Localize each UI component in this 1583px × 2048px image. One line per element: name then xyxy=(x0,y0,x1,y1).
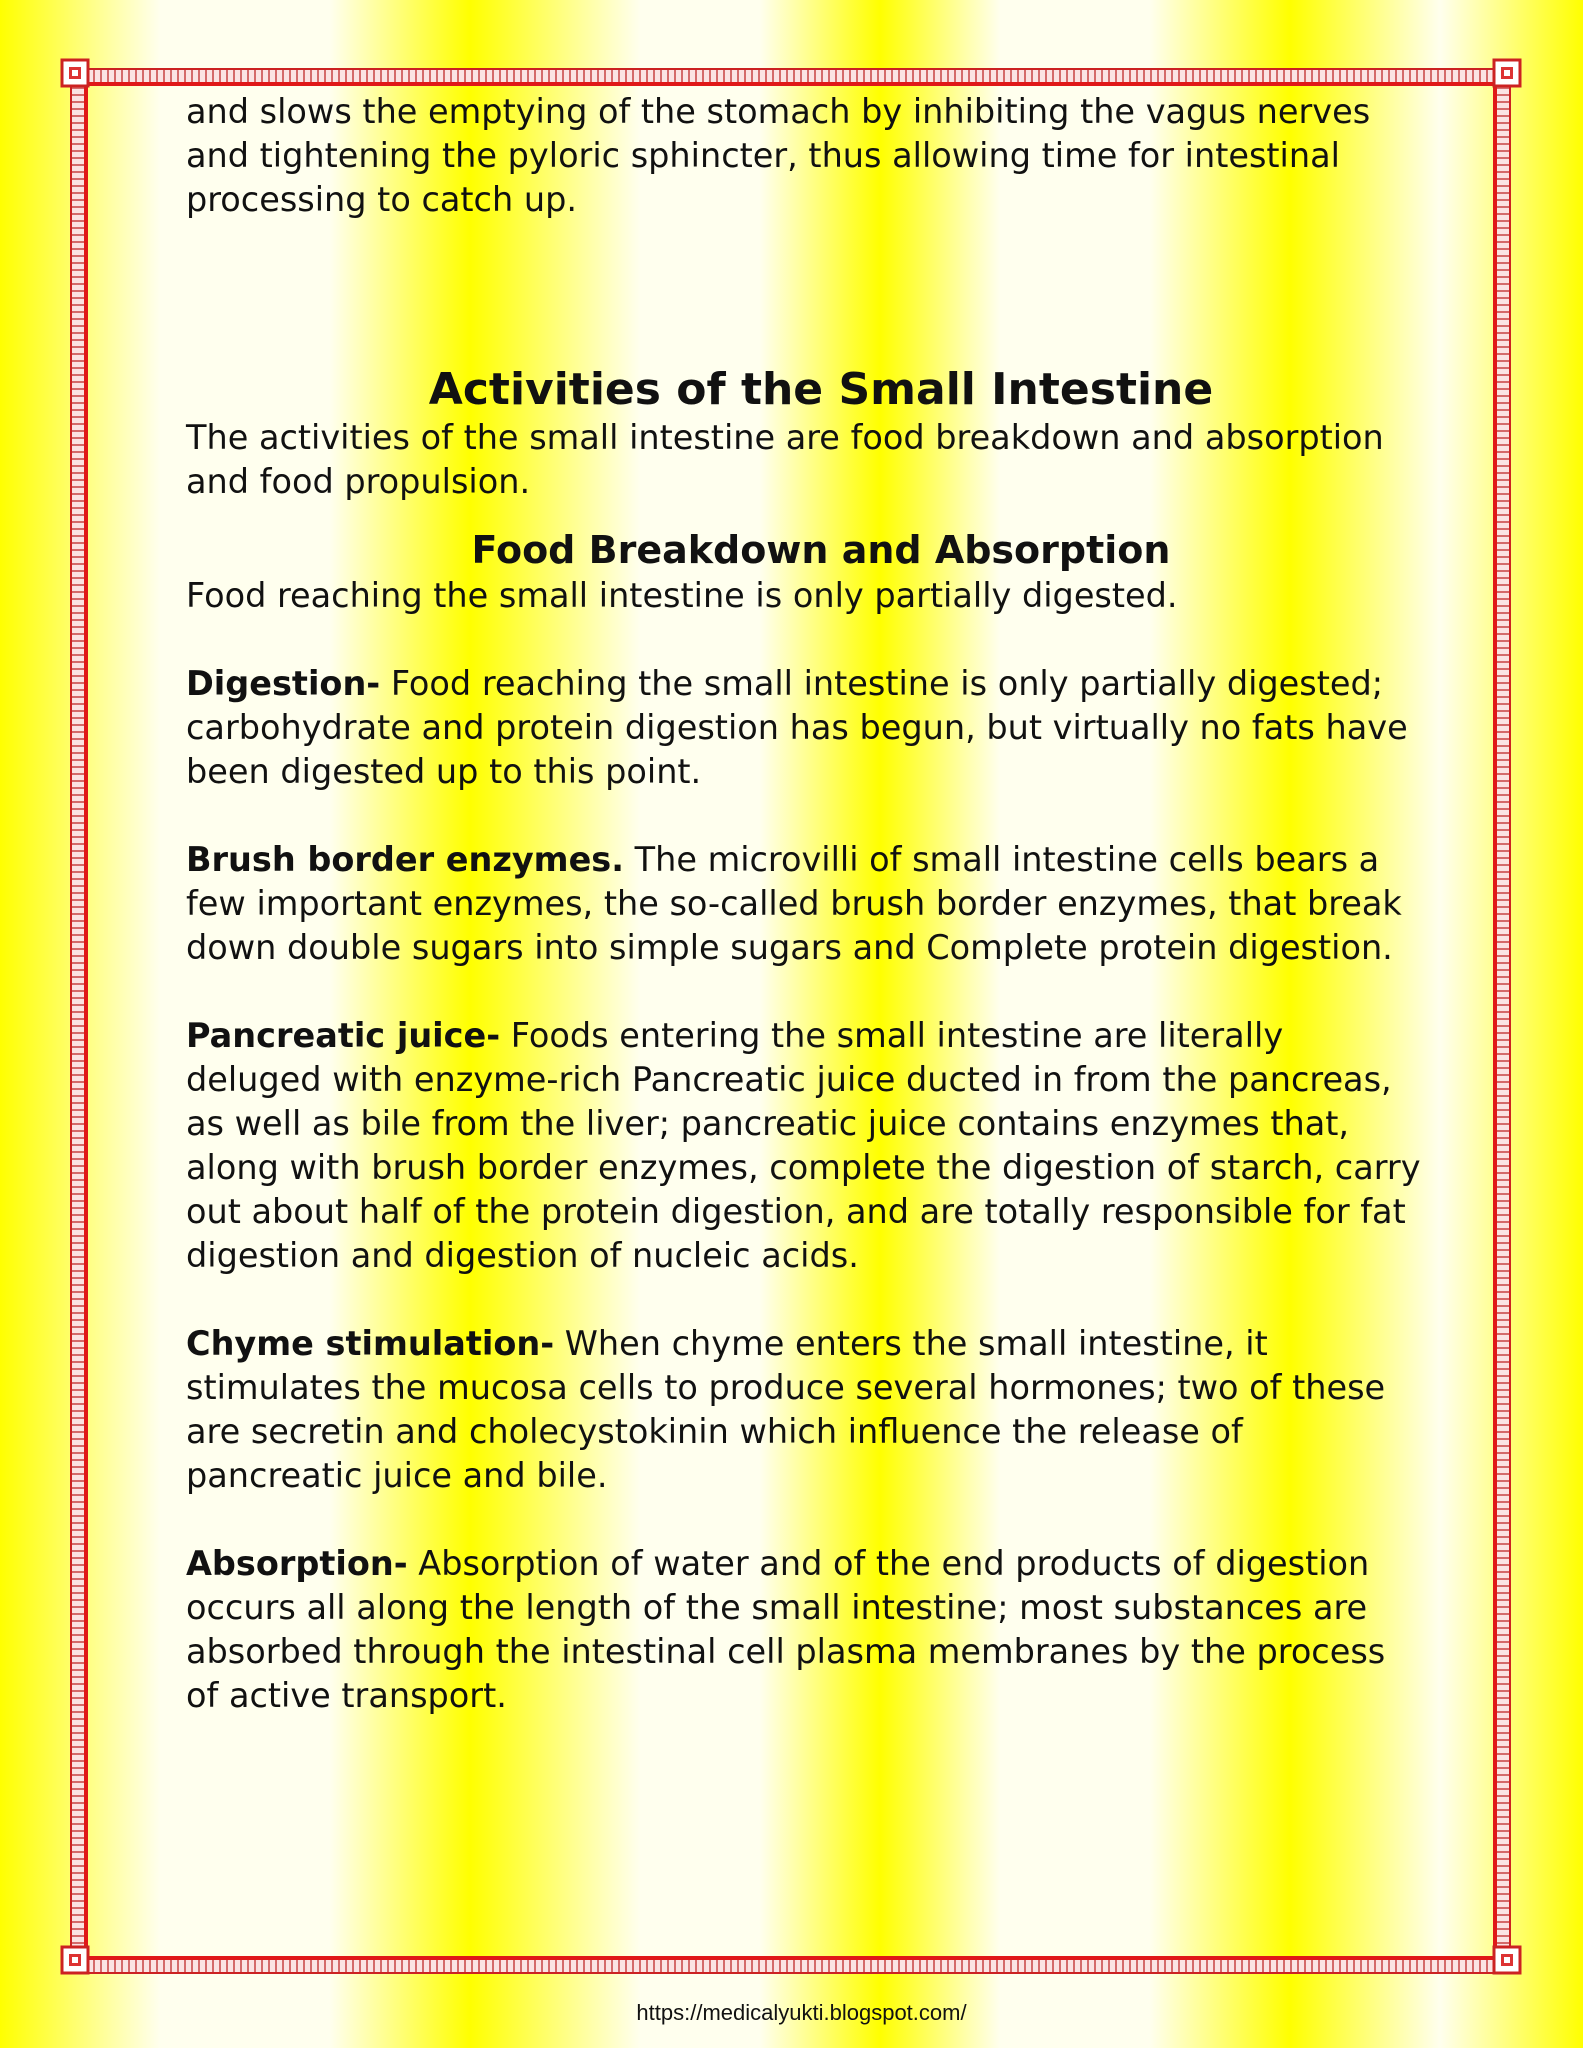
item-chyme-stimulation xyxy=(186,1322,1426,1498)
page-content xyxy=(186,90,1426,1718)
item-brush-border-enzymes xyxy=(186,838,1426,970)
border-strip-bottom xyxy=(72,1960,1509,1972)
item-term: Brush border enzymes. xyxy=(186,840,624,879)
item-text: When chyme enters the small intestine, it stimulates the mucosa cells to produce several hormones; two of these are secretin and cholecystokinin which influence the release of pancreatic juice and bile. xyxy=(186,1324,1386,1495)
corner-ornament-top-right xyxy=(1492,58,1522,88)
subsection-intro: Food reaching the small intestine is only partially digested. xyxy=(186,576,1178,615)
corner-ornament-top-left xyxy=(60,58,90,88)
section-intro: The activities of the small intestine are food breakdown and absorption and food propulsion. xyxy=(186,418,1384,501)
item-term: Chyme stimulation- xyxy=(186,1324,555,1363)
corner-ornament-bottom-right xyxy=(1492,1945,1522,1975)
corner-ornament-bottom-left xyxy=(60,1945,90,1975)
section-title: Activities of the Small Intestine xyxy=(428,364,1214,415)
subsection-title: Food Breakdown and Absorption xyxy=(471,528,1171,572)
border-strip-left xyxy=(72,72,84,1972)
item-text: The microvilli of small intestine cells bears a few important enzymes, the so-called brush border enzymes, that break down double sugars into simple sugars and Complete protein digestion. xyxy=(186,840,1402,967)
item-pancreatic-juice xyxy=(186,1014,1426,1278)
border-strip-right xyxy=(1497,72,1509,1972)
footer-url[interactable]: https://medicalyukti.blogspot.com/ xyxy=(636,2000,967,2025)
item-term: Digestion- xyxy=(186,664,381,703)
item-text: Foods entering the small intestine are literally deluged with enzyme-rich Pancreatic juice ducted in from the pancreas, as well as bile from the liver; pancreatic juice contains enzymes that, along with brush border enzymes, complete the digestion of starch, carry out about half of the protein digestion, and are totally responsible for fat digestion and digestion of nucleic acids. xyxy=(186,1016,1421,1275)
intro-paragraph: and slows the emptying of the stomach by inhibiting the vagus nerves and tightening the pyloric sphincter, thus allowing time for intestinal processing to catch up. xyxy=(186,92,1371,219)
item-term: Pancreatic juice- xyxy=(186,1016,501,1055)
item-text: Food reaching the small intestine is only partially digested; carbohydrate and protein digestion has begun, but virtually no fats have been digested up to this point. xyxy=(186,664,1408,791)
item-text: Absorption of water and of the end products of digestion occurs all along the length of the small intestine; most substances are absorbed through the intestinal cell plasma membranes by the process of active transport. xyxy=(186,1544,1386,1715)
item-term: Absorption- xyxy=(186,1544,408,1583)
border-strip-top xyxy=(72,70,1509,82)
item-digestion xyxy=(186,662,1426,794)
item-absorption xyxy=(186,1542,1426,1718)
